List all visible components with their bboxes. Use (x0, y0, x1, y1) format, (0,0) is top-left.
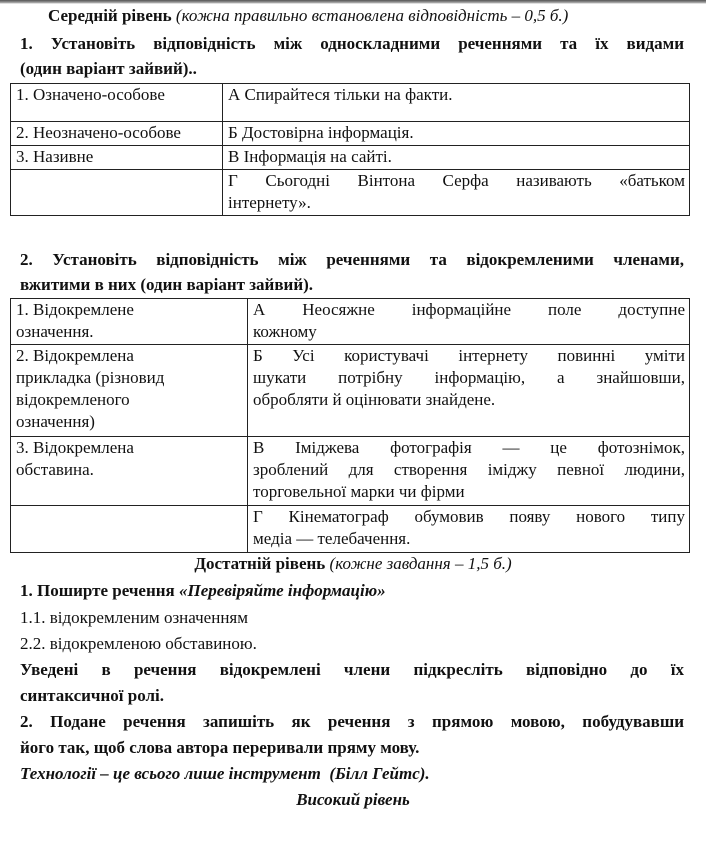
task1-right-cell: А Спирайтеся тільки на факти. (223, 84, 690, 122)
table-row (11, 345, 690, 437)
table-row (11, 122, 690, 146)
task1-right-cell: В Інформація на сайті. (223, 146, 690, 170)
table-row (11, 437, 690, 506)
table-row (11, 299, 690, 345)
cell-line: відокремленого (16, 390, 130, 410)
cell-line: означення) (16, 412, 95, 432)
sufficient-task2-line2: його так, щоб слова автора переривали пряму мову. (20, 738, 420, 757)
task2-left-cell (11, 437, 248, 506)
task1-left-cell: 3. Називне (11, 146, 223, 170)
task2-heading-line2: вжитими в них (один варіант зайвий). (20, 275, 314, 294)
cell-line: 3. Відокремлена (16, 438, 134, 457)
high-level-title: Високий рівень (296, 790, 410, 809)
sufficient-level-note: (кожне завдання – 1,5 б.) (329, 554, 512, 573)
cell-line: обставина. (16, 460, 94, 480)
sufficient-level-title: Достатній рівень (194, 554, 326, 573)
cell-line: обробляти й оцінювати знайдене. (253, 390, 496, 410)
cell-line: Г Сьогодні Вінтона Серфа називають «батьком (228, 171, 685, 190)
cell-line: шукати потрібну інформацію, а знайшовши, (253, 368, 685, 388)
task2-heading-line1: 2. Установіть відповідність між реченнями та відокремленими членами, (20, 250, 684, 269)
task2-left-cell (11, 299, 248, 345)
cell-line: Б Усі користувачі інтернету повинні уміти (253, 346, 685, 365)
cell-line: А Неосяжне інформаційне поле доступне (253, 300, 685, 319)
task1-right-cell (223, 170, 690, 216)
sufficient-task1-prefix: 1. Поширте речення (20, 581, 179, 600)
task2-left-cell (11, 506, 248, 553)
middle-level-header (48, 5, 688, 27)
sufficient-item2: 2.2. відокремленою обставиною. (20, 634, 257, 653)
cell-line: медіа — телебачення. (253, 529, 411, 549)
sufficient-task2-line1: 2. Подане речення запишіть як речення з прямою мовою, побудувавши (20, 712, 684, 731)
cell-line: інтернету». (228, 193, 311, 213)
task2-right-cell (248, 345, 690, 437)
task2-right-cell (248, 437, 690, 506)
middle-level-note: (кожна правильно встановлена відповідність – 0,5 б.) (175, 6, 569, 25)
cell-line: В Іміджева фотографія — це фотознімок, (253, 438, 685, 457)
cell-line: Г Кінематограф обумовив появу нового типу (253, 507, 685, 526)
cell-line: означення. (16, 322, 94, 342)
task1-heading-line2: (один варіант зайвий).. (20, 59, 197, 78)
cell-line: кожному (253, 322, 317, 342)
table-row (11, 170, 690, 216)
cell-line: прикладка (різновид (16, 368, 165, 388)
sufficient-level-header (0, 553, 706, 575)
sufficient-item1: 1.1. відокремленим означенням (20, 608, 248, 627)
task1-table (10, 83, 690, 216)
table-row (11, 146, 690, 170)
task2-right-cell (248, 506, 690, 553)
cell-line: 2. Відокремлена (16, 346, 134, 365)
task1-heading-line1: 1. Установіть відповідність між односкладними реченнями та їх видами (20, 34, 684, 53)
task2-left-cell (11, 345, 248, 437)
table-row (11, 506, 690, 553)
sufficient-task1-quote: «Перевіряйте інформацію» (179, 581, 386, 600)
middle-level-title: Середній рівень (48, 6, 172, 25)
cell-line: зроблений для створення іміджу певної людини, (253, 460, 685, 480)
table-row (11, 84, 690, 122)
instruction-line2: синтаксичної ролі. (20, 686, 165, 705)
task2-right-cell (248, 299, 690, 345)
instruction-line1: Уведені в речення відокремлені члени підкресліть відповідно до їх (20, 660, 684, 679)
task2-table (10, 298, 690, 553)
task1-left-cell (11, 170, 223, 216)
cell-line: торговельної марки чи фірми (253, 482, 465, 502)
task1-left-cell: 2. Неозначено-особове (11, 122, 223, 146)
quote-sentence: Технології – це всього лише інструмент (Білл Гейтс). (20, 764, 430, 783)
cell-line: 1. Відокремлене (16, 300, 134, 319)
task1-right-cell: Б Достовірна інформація. (223, 122, 690, 146)
sufficient-task1 (20, 580, 386, 602)
task1-left-cell: 1. Означено-особове (11, 84, 223, 122)
cropped-top-edge (0, 0, 706, 4)
